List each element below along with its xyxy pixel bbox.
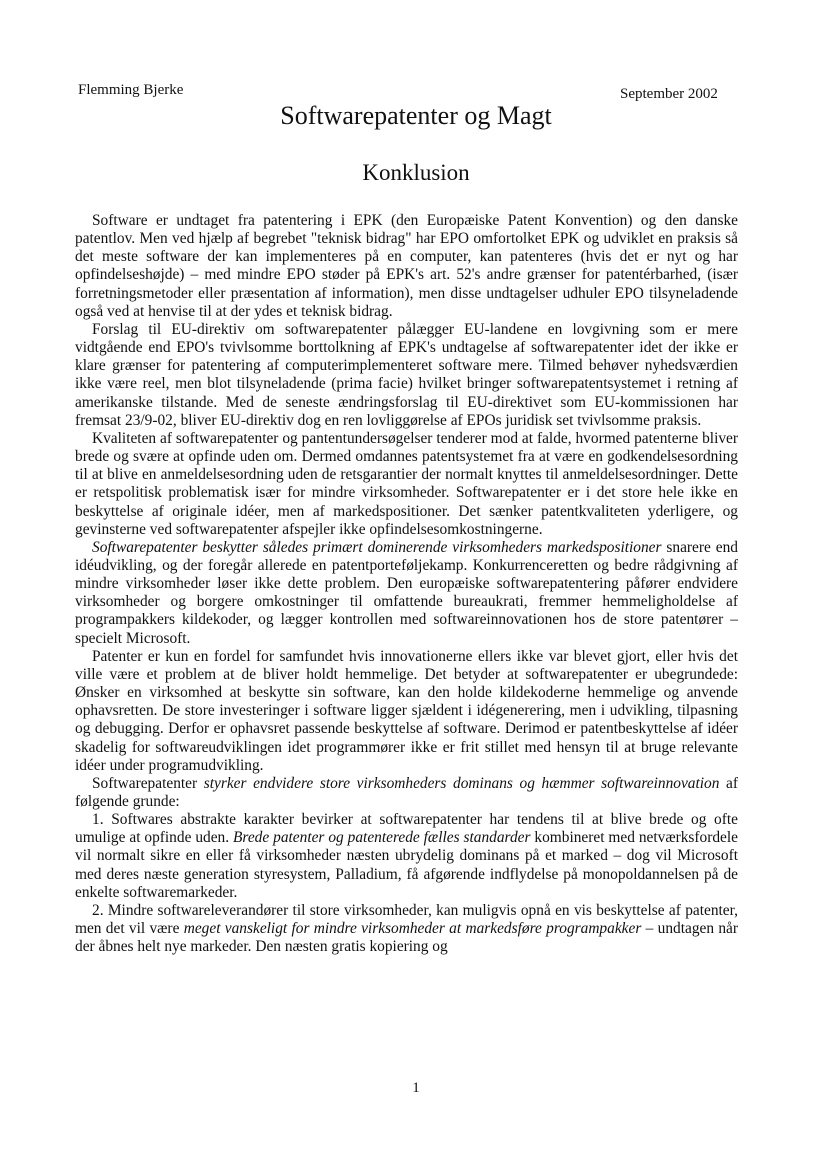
paragraph-7 — [75, 811, 738, 902]
paragraph-text: Forslag til EU-direktiv om softwarepatenter pålægger EU-landene en lovgivning som er mere vidtgående end EPO's tvivlsomme borttolkning af EPK's undtagelse af softwarepatenter idet der ikke er klare grænser for patentering af computerimplementeret software mere. Tilmed behøver nyhedsværdien ikke være reel, men blot tilsyneladende (prima facie) hvilket bringer softwarepatentsystemet i retning af amerikanske tilstande. Med de seneste ændringsforslag til EU-direktivet som EU-kommissionen har fremsat 23/9-02, bliver EU-direktiv dog en ren lovliggørelse af EPOs juridisk set tvivlsomme praksis. — [75, 320, 738, 429]
page-number: 1 — [412, 1080, 420, 1096]
paragraph-text: Softwarepatenter — [92, 774, 204, 792]
paragraph-2 — [75, 321, 738, 430]
author-name: Flemming Bjerke — [78, 82, 184, 98]
paragraph-8 — [75, 902, 738, 956]
emphasis-text: Brede patenter og patenterede fælles standarder — [233, 829, 531, 847]
paragraph-text: kombineret med netværksfordele vil normalt sikre en eller få virksomheder næsten ubrydelig dominans på et marked – dog vil Microsoft med deres næste generation styresystem, Palladium, få afgørende indflydelse på monopoldannelsen på de enkelte softwaremarkeder. — [75, 829, 738, 901]
paragraph-text: – undtagen når der åbnes helt nye markeder. Den næsten gratis kopiering og — [75, 920, 739, 956]
paragraph-text: Kvaliteten af softwarepatenter og pantentundersøgelser tenderer mod at falde, hvormed patenterne bliver brede og svære at opfinde uden om. Dermed omdannes patentsystemet fra at være en godkendelsesordning til at blive en anmeldelsesordning uden de retsgarantier der normalt knyttes til anmeldelsesordninger. Dette er retspolitisk problematisk især for mindre virksomheder. Softwarepatenter er i det store hele ikke en beskyttelse af originale idéer, men af markedspositioner. Det sænker patentkvaliteten yderligere, og gevinsterne ved softwarepatenter afspejler ikke opfindelsesomkostningerne. — [75, 429, 738, 538]
paragraph-text: Patenter er kun en fordel for samfundet hvis innovationerne ellers ikke var blevet gjort, eller hvis det ville være et problem at de bliver holdt hemmelige. Det betyder at softwarepatenter er ubegrundede: Ønsker en virksomhed at beskytte sin software, kan den holde kildekoderne hemmelige og anvende ophavsretten. De store investeringer i software ligger sjældent i idégenerering, men i udvikling, tilpasning og debugging. Derfor er ophavsret passende beskyttelse af software. Derimod er patentbeskyttelse af idéer skadelig for softwareudviklingen idet programmører ikke er frit stillet med hensyn til at bruge relevante idéer under programudvikling. — [75, 647, 738, 774]
body-text — [75, 212, 738, 956]
paragraph-6 — [75, 775, 738, 811]
paragraph-text: 1. Softwares abstrakte karakter bevirker at softwarepatenter har tendens til at blive brede og ofte umulige at opfinde uden. — [75, 811, 738, 847]
paragraph-5 — [75, 648, 738, 775]
paragraph-4 — [75, 539, 738, 648]
section-heading: Konklusion — [362, 160, 470, 185]
paragraph-text: Software er undtaget fra patentering i EPK (den Europæiske Patent Konvention) og den danske patentlov. Men ved hjælp af begrebet "teknisk bidrag" har EPO omfortolket EPK og udviklet en praksis så det meste software der kan implementeres på en computer, kan patenteres (hvis det er nyt og har opfindelseshøjde) – med mindre EPO støder på EPK's art. 52's andre grænser for patentérbarhed, (især forretningsmetoder eller præsentation af information), men disse undtagelser udhuler EPO tilsyneladende også ved at henvise til at der ydes et teknisk bidrag. — [75, 212, 738, 320]
paragraph-text: snarere end idéudvikling, og der foregår allerede en patentporteføljekamp. Konkurrenceretten og bedre rådgivning af mindre virksomheder løser ikke dette problem. Den europæiske softwarepatentering påfører endvidere virksomheder og borgere omkostninger til omfattende bureaukrati, fremmer hemmeligholdelse af programpakkers kildekoder, og lægger kontrollen med softwareinnovationen hos de store patentører – specielt Microsoft. — [75, 538, 738, 647]
paragraph-3 — [75, 430, 738, 539]
document-date: September 2002 — [620, 86, 718, 102]
emphasis-text: styrker endvidere store virksomheders dominans og hæmmer softwareinnovation — [203, 774, 720, 792]
document-title: Softwarepatenter og Magt — [280, 101, 552, 130]
paragraph-1 — [75, 212, 738, 321]
paragraph-text: af følgende grunde: — [75, 774, 739, 810]
paragraph-text: 2. Mindre softwareleverandører til store virksomheder, kan muligvis opnå en vis beskyttelse af patenter, men det vil være — [75, 901, 738, 938]
emphasis-text: meget vanskeligt for mindre virksomheder at markedsføre programpakker — [183, 920, 642, 938]
emphasis-text: Softwarepatenter beskytter således primært dominerende virksomheders markedspositioner — [92, 538, 662, 556]
